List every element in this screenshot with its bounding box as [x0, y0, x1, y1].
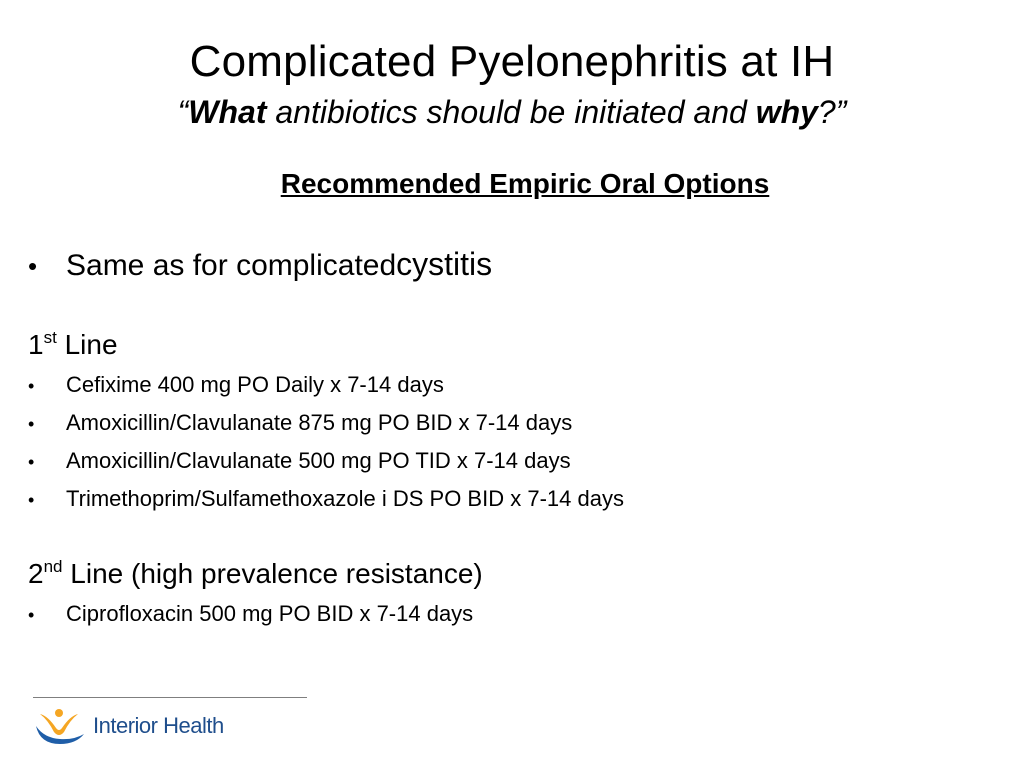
main-bullet	[28, 244, 492, 286]
list-item-text: Cefixime 400 mg PO Daily x 7-14 days	[66, 372, 444, 397]
list-item	[28, 599, 473, 630]
section-heading: Recommended Empiric Oral Options	[280, 168, 770, 199]
list-item	[28, 484, 624, 515]
first-line-label: Line	[56, 329, 118, 360]
list-item-text: Ciprofloxacin 500 mg PO BID x 7-14 days	[66, 601, 474, 626]
first-line-number: 1	[28, 329, 44, 360]
bullet-icon: •	[28, 414, 35, 434]
second-line-label: Line (high prevalence resistance)	[62, 558, 483, 589]
subtitle-open-quote: “	[177, 94, 189, 130]
slide-subtitle	[0, 92, 1024, 132]
subtitle-close: ?”	[817, 94, 847, 130]
main-bullet-emphasis: cystitis	[396, 246, 493, 282]
second-line-heading	[28, 556, 483, 592]
list-item	[28, 408, 572, 439]
slide-title: Complicated Pyelonephritis at IH	[189, 37, 835, 86]
second-line-suffix: nd	[43, 557, 63, 576]
list-item-text: Amoxicillin/Clavulanate 875 mg PO BID x 7-14 days	[66, 410, 573, 435]
first-line-heading	[28, 327, 118, 363]
interior-health-logo	[34, 704, 224, 748]
subtitle-why: why	[755, 94, 818, 130]
bullet-icon: •	[28, 605, 35, 625]
list-item	[28, 370, 444, 401]
bullet-icon: •	[28, 452, 35, 472]
list-item-text: Trimethoprim/Sulfamethoxazole i DS PO BID x 7-14 days	[66, 486, 624, 511]
footer-divider	[33, 697, 307, 698]
second-line-number: 2	[28, 558, 44, 589]
bullet-icon: •	[28, 490, 35, 510]
logo-text: Interior Health	[93, 713, 224, 738]
bullet-icon: •	[28, 251, 38, 281]
interior-health-logo-icon	[34, 704, 88, 748]
list-item-text: Amoxicillin/Clavulanate 500 mg PO TID x 7-14 days	[66, 448, 571, 473]
list-item	[28, 446, 571, 477]
first-line-suffix: st	[43, 328, 57, 347]
subtitle-what: What	[188, 94, 267, 130]
bullet-icon: •	[28, 376, 35, 396]
subtitle-middle: antibiotics should be initiated and	[266, 94, 756, 130]
main-bullet-text: Same as for complicated	[66, 249, 397, 282]
